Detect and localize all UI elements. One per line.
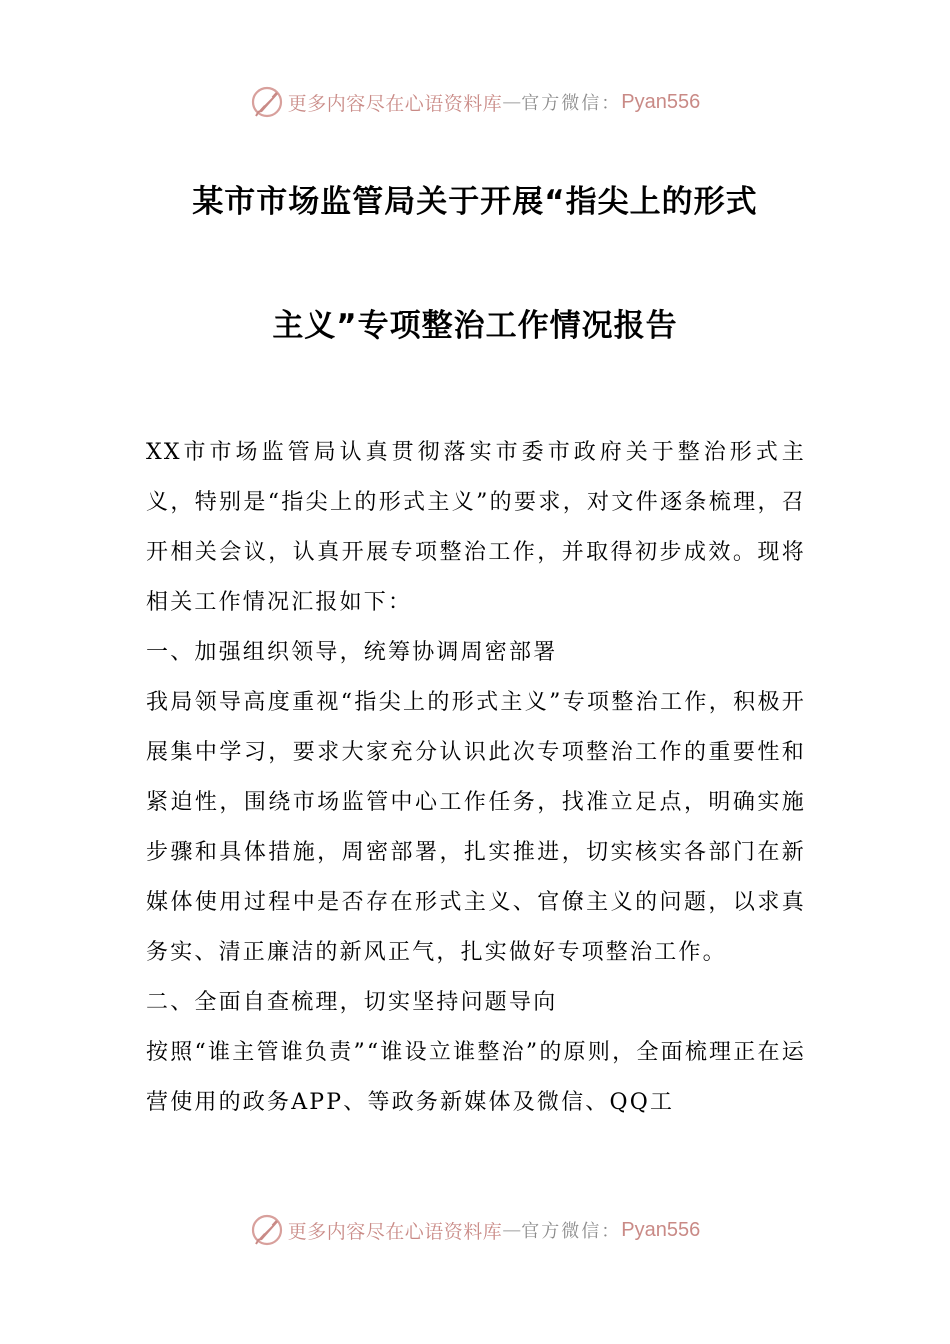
watermark-dash: — [502,91,522,113]
intro-paragraph: XX市市场监管局认真贯彻落实市委市政府关于整治形式主义，特别是“指尖上的形式主义”的要求，对文件逐条梳理，召开相关会议，认真开展专项整治工作，并取得初步成效。现将相关工作情况汇报如下： [146,440,806,615]
header-watermark [0,82,950,122]
quill-logo-icon [250,1213,284,1247]
watermark-wechat-label: 官方微信： [521,93,622,114]
watermark-text: 更多内容尽在心语资料库 [287,92,503,115]
quill-logo-icon [250,85,284,119]
section-heading-1: 一、加强组织领导，统筹协调周密部署 [146,640,558,665]
watermark-dash: — [502,1219,522,1241]
section-heading-2: 二、全面自查梳理，切实坚持问题导向 [146,990,558,1015]
watermark-wechat-id: Pyan556 [621,1218,701,1241]
document-title-line-1: 某市市场监管局关于开展“指尖上的形式 [192,184,758,220]
footer-watermark [0,1210,950,1250]
watermark-text: 更多内容尽在心语资料库 [287,1220,503,1243]
document-title-line-2: 主义”专项整治工作情况报告 [272,308,678,344]
watermark-wechat-id: Pyan556 [621,90,701,113]
watermark-wechat-label: 官方微信： [521,1221,622,1242]
document-body [146,428,806,1128]
section-2-paragraph: 按照“谁主管谁负责”“谁设立谁整治”的原则，全面梳理正在运营使用的政务APP、等政务新媒体及微信、QQ工 [146,1040,806,1115]
section-1-paragraph: 我局领导高度重视“指尖上的形式主义”专项整治工作，积极开展集中学习，要求大家充分认识此次专项整治工作的重要性和紧迫性，围绕市场监管中心工作任务，找准立足点，明确实施步骤和具体措施，周密部署，扎实推进，切实核实各部门在新媒体使用过程中是否存在形式主义、官僚主义的问题，以求真务实、清正廉洁的新风正气，扎实做好专项整治工作。 [146,690,806,965]
